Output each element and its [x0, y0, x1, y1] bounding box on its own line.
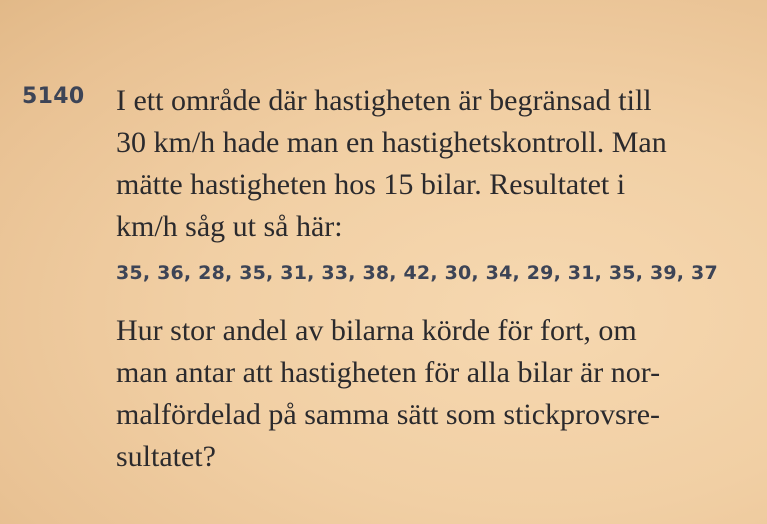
intro-line: mätte hastigheten hos 15 bilar. Resultatet i [116, 168, 626, 201]
question-line: Hur stor andel av bilarna körde för fort, om [116, 314, 637, 347]
speed-data-values: 35, 36, 28, 35, 31, 33, 38, 42, 30, 34, 29, 31, 35, 39, 37 [116, 262, 718, 284]
question-line: man antar att hastigheten för alla bilar är nor- [116, 356, 661, 389]
problem-number: 5140 [22, 84, 85, 109]
problem-intro [116, 80, 736, 248]
question-line: malfördelad på samma sätt som stickprovsre- [116, 398, 661, 431]
problem-question [116, 310, 736, 478]
intro-line: km/h såg ut så här: [116, 210, 343, 243]
intro-line: I ett område där hastigheten är begränsad till [116, 84, 652, 117]
intro-line: 30 km/h hade man en hastighetskontroll. Man [116, 126, 667, 159]
question-line: sultatet? [116, 440, 216, 473]
